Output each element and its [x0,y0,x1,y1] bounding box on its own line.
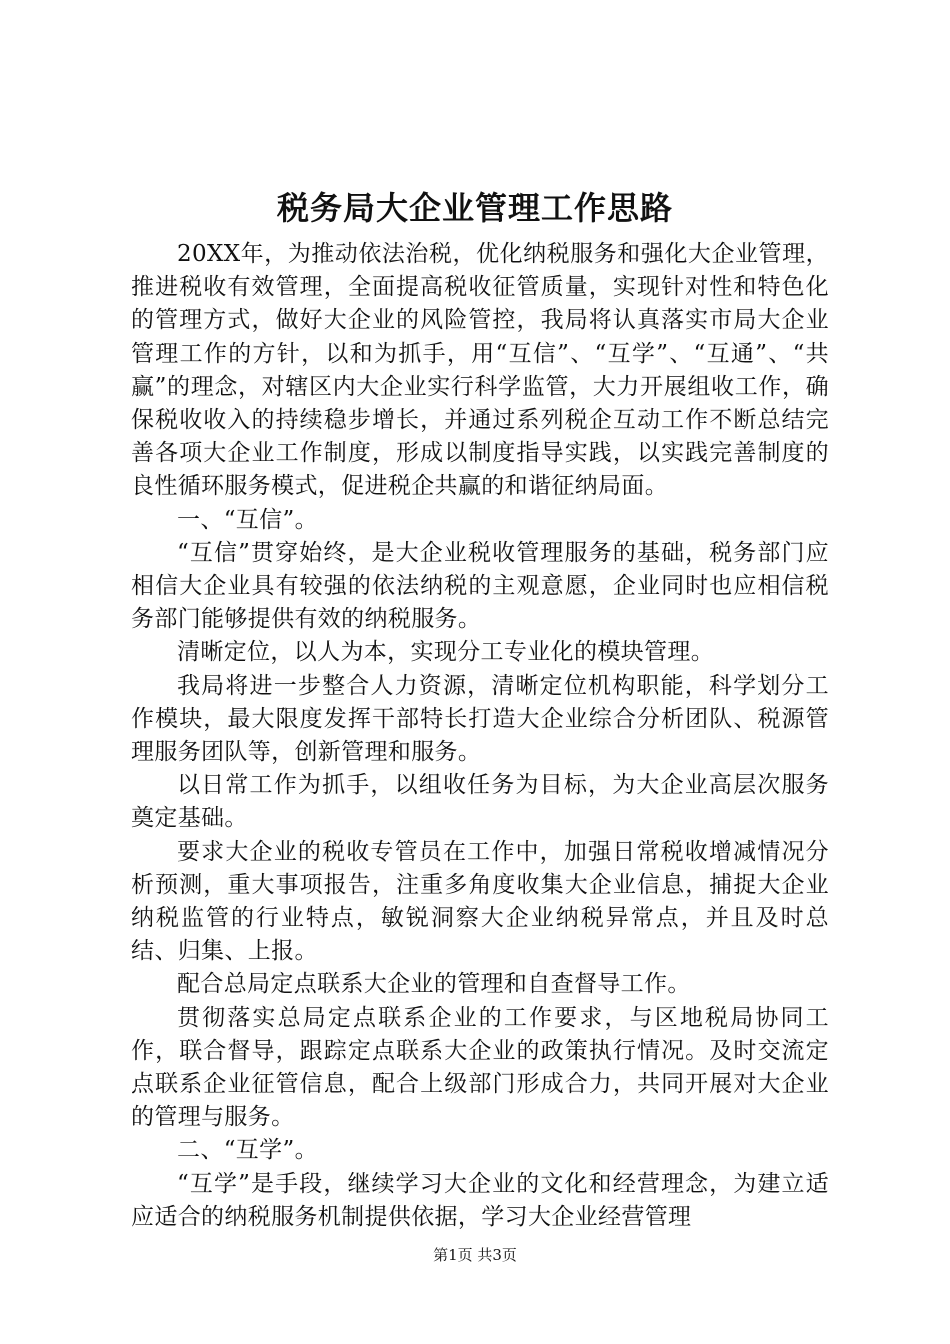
paragraph-cooperation: 配合总局定点联系大企业的管理和自查督导工作。 [177,971,691,998]
paragraph-implementation: 贯彻落实总局定点联系企业的工作要求，与区地税局协同工作，联合督导，跟踪定点联系大企业的政策执行情况。及时交流定点联系企业征管信息，配合上级部门形成合力，共同开展对大企业的管理与服务。 [131,1004,829,1131]
paragraph-tax-manager-requirements: 要求大企业的税收专管员在工作中，加强日常税收增减情况分析预测，重大事项报告，注重多角度收集大企业信息，捕捉大企业纳税监管的行业特点，敏锐洞察大企业纳税异常点，并且及时总结、归集、上报。 [131,838,829,965]
section-heading-mutual-trust: 一、“互信”。 [177,506,318,533]
section-heading-mutual-learning: 二、“互学”。 [177,1137,318,1164]
paragraph-intro: 20XX年，为推动依法治税，优化纳税服务和强化大企业管理，推进税收有效管理，全面提高税收征管质量，实现针对性和特色化的管理方式，做好大企业的风险管控，我局将认真落实市局大企业管理工作的方针，以和为抓手，用“互信”、“互学”、“互通”、“共赢”的理念，对辖区内大企业实行科学监管，大力开展组收工作，确保税收收入的持续稳步增长，并通过系列税企互动工作不断总结完善各项大企业工作制度，形成以制度指导实践，以实践完善制度的良性循环服务模式，促进税企共赢的和谐征纳局面。 [131,241,829,500]
paragraph-mutual-trust: “互信”贯穿始终，是大企业税收管理服务的基础，税务部门应相信大企业具有较强的依法纳税的主观意愿，企业同时也应相信税务部门能够提供有效的纳税服务。 [131,539,829,633]
page-number-footer: 第1页 共3页 [433,1246,517,1264]
paragraph-clear-positioning: 清晰定位，以人为本，实现分工专业化的模块管理。 [177,639,715,666]
paragraph-daily-work: 以日常工作为抓手，以组收任务为目标，为大企业高层次服务奠定基础。 [131,772,829,832]
paragraph-resource-integration: 我局将进一步整合人力资源，清晰定位机构职能，科学划分工作模块，最大限度发挥干部特长打造大企业综合分析团队、税源管理服务团队等，创新管理和服务。 [131,672,829,766]
paragraph-mutual-learning: “互学”是手段，继续学习大企业的文化和经营理念，为建立适应适合的纳税服务机制提供依据，学习大企业经营管理 [131,1170,829,1230]
document-title: 税务局大企业管理工作思路 [276,189,673,227]
document-body [131,238,829,1234]
